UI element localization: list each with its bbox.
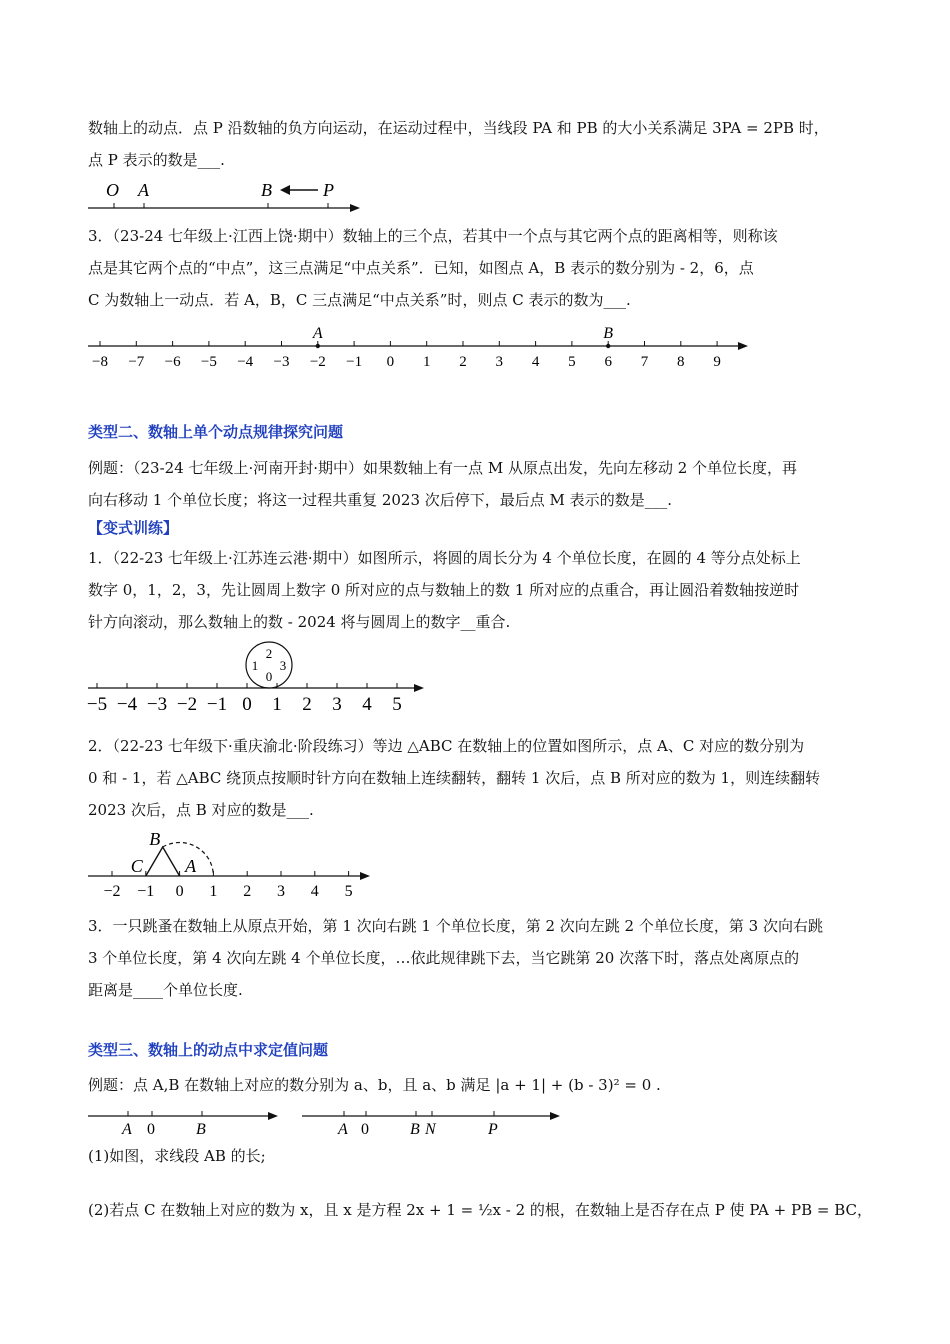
problem-text-line: C 为数轴上一动点．若 A，B，C 三点满足“中点关系”时，则点 C 表示的数为___. (88, 291, 631, 309)
tick-label: −1 (137, 883, 155, 900)
arrow-head-icon (280, 185, 290, 195)
example-text-line: 例题：（23-24 七年级上·河南开封·期中）如果数轴上有一点 M 从原点出发，先向左移动 2 个单位长度，再 (88, 459, 798, 477)
problem-text-line: 3．（23-24 七年级上·江西上饶·期中）数轴上的三个点，若其中一个点与其它两个点的距离相等，则称该 (88, 227, 778, 245)
label-a: A (138, 180, 149, 200)
tick-label: 8 (677, 354, 685, 370)
tick-label: −5 (86, 694, 108, 715)
tick-label: −7 (128, 354, 145, 370)
problem-text-line: 点是其它两个点的“中点”，这三点满足“中点关系”．已知，如图点 A，B 表示的数分别为 - 2，6，点 (88, 259, 754, 277)
tick-label: −1 (346, 354, 363, 370)
tick-label: −4 (237, 354, 254, 370)
tick-label: 6 (604, 354, 612, 370)
section-heading-type3: 类型三、数轴上的动点中求定值问题 (88, 1041, 329, 1059)
tick-label: −6 (164, 354, 181, 370)
example-text-line: 向右移动 1 个单位长度；将这一过程共重复 2023 次后停下，最后点 M 表示的数是___. (88, 491, 672, 509)
problem-text-line: 数轴上的动点．点 P 沿数轴的负方向运动，在运动过程中，当线段 PA 和 PB 的大小关系满足 3PA = 2PB 时， (88, 119, 829, 137)
circle-digit: 3 (279, 658, 287, 673)
tick-label: 9 (713, 354, 721, 370)
label-b: B (410, 1121, 420, 1138)
tick-label: 1 (272, 694, 282, 715)
figure-rolling-circle (88, 640, 428, 716)
label-n: N (425, 1121, 436, 1138)
question-text-line: (1)如图，求线段 AB 的长; (88, 1147, 266, 1165)
label-p: P (323, 180, 334, 200)
tick-label: 4 (362, 694, 372, 715)
tick-label: 3 (495, 354, 504, 370)
label-b: B (196, 1121, 206, 1138)
problem-text-line: 2023 次后，点 B 对应的数是___. (88, 801, 314, 819)
label-b: B (149, 829, 161, 849)
problem-text-line: 1．（22-23 七年级上·江苏连云港·期中）如图所示，将圆的周长分为 4 个单位长度，在圆的 4 等分点处标上 (88, 549, 801, 567)
tick-label: −3 (146, 694, 168, 715)
label-a: A (338, 1121, 348, 1138)
problem-text-line: 3 个单位长度，第 4 次向左跳 4 个单位长度，…依此规律跳下去，当它跳第 20 次落下时，落点处离原点的 (88, 949, 800, 967)
tick-label: −5 (200, 354, 217, 370)
tick-label: 5 (392, 694, 402, 715)
example-text-line: 例题：点 A,B 在数轴上对应的数分别为 a、b，且 a、b 满足 |a + 1| + (b - 3)² = 0 . (88, 1076, 661, 1094)
figure-triangle-flip (88, 830, 378, 902)
tick-label: 4 (531, 354, 540, 370)
tick-label: 2 (302, 694, 312, 715)
tick-label: −2 (309, 354, 326, 370)
tick-label: 0 (242, 694, 252, 715)
tick-label: 0 (386, 354, 395, 370)
problem-text-line: 3．一只跳蚤在数轴上从原点开始，第 1 次向右跳 1 个单位长度，第 2 次向左跳 2 个单位长度，第 3 次向右跳 (88, 917, 823, 935)
point-a-dot (316, 344, 320, 348)
label-p: P (488, 1121, 498, 1138)
problem-text-line: 2．（22-23 七年级下·重庆渝北·阶段练习）等边 △ABC 在数轴上的位置如图所示，点 A、C 对应的数分别为 (88, 737, 805, 755)
tick-label: −3 (273, 354, 290, 370)
label-a: A (185, 856, 197, 876)
label-a: A (122, 1121, 132, 1138)
point-b-label: B (603, 325, 614, 342)
circle-digit: 1 (251, 658, 259, 673)
tick-label: 5 (344, 883, 353, 900)
practice-heading: 【变式训练】 (88, 519, 179, 537)
tick-label: −2 (176, 694, 198, 715)
tick-label: 2 (243, 883, 252, 900)
axis-arrow-icon (738, 342, 748, 350)
figure-number-line-abnp (302, 1104, 572, 1138)
tick-label: 3 (332, 694, 342, 715)
problem-text-line: 针方向滚动，那么数轴上的数 - 2024 将与圆周上的数字__重合. (88, 613, 511, 631)
figure-number-line-opab (88, 176, 368, 216)
label-zero: 0 (361, 1121, 369, 1138)
tick-label: 5 (568, 354, 576, 370)
triangle-abc (146, 847, 180, 876)
tick-label: 1 (422, 354, 431, 370)
problem-text-line: 数字 0，1，2，3，先让圆周上数字 0 所对应的点与数轴上的数 1 所对应的点重合，再让圆沿着数轴按逆时 (88, 581, 800, 599)
tick-label: 1 (209, 883, 218, 900)
problem-text-line: 0 和 - 1，若 △ABC 绕顶点按顺时针方向在数轴上连续翻转，翻转 1 次后，点 B 所对应的数为 1，则连续翻转 (88, 769, 821, 787)
point-b-dot (606, 344, 610, 348)
axis-arrow-icon (360, 872, 370, 880)
tick-label: −2 (103, 883, 121, 900)
label-c: C (130, 856, 143, 876)
problem-text-line: 点 P 表示的数是___. (88, 151, 225, 169)
circle-digit: 0 (265, 669, 273, 684)
circle-digit: 2 (265, 646, 273, 661)
tick-label: 4 (310, 883, 319, 900)
axis-arrow-icon (414, 684, 424, 692)
question-text-line: (2)若点 C 在数轴上对应的数为 x，且 x 是方程 2x + 1 = ½x - 2 的根，在数轴上是否存在点 P 使 PA + PB = BC， (88, 1201, 872, 1219)
tick-label: 0 (175, 883, 184, 900)
problem-text-line: 距离是____个单位长度. (88, 981, 243, 999)
figure-number-line-ab (88, 1104, 288, 1138)
section-heading-type2: 类型二、数轴上单个动点规律探究问题 (88, 423, 344, 441)
tick-label: −4 (116, 694, 138, 715)
label-o: O (106, 180, 119, 200)
tick-label: 3 (277, 883, 285, 900)
tick-label: 7 (640, 354, 649, 370)
tick-label: −1 (206, 694, 228, 715)
tick-label: 2 (459, 354, 467, 370)
point-a-label: A (312, 325, 323, 342)
figure-number-line-minus8-to-9 (88, 318, 758, 376)
label-b: B (261, 180, 272, 200)
tick-label: −8 (92, 354, 108, 370)
label-zero: 0 (147, 1121, 155, 1138)
